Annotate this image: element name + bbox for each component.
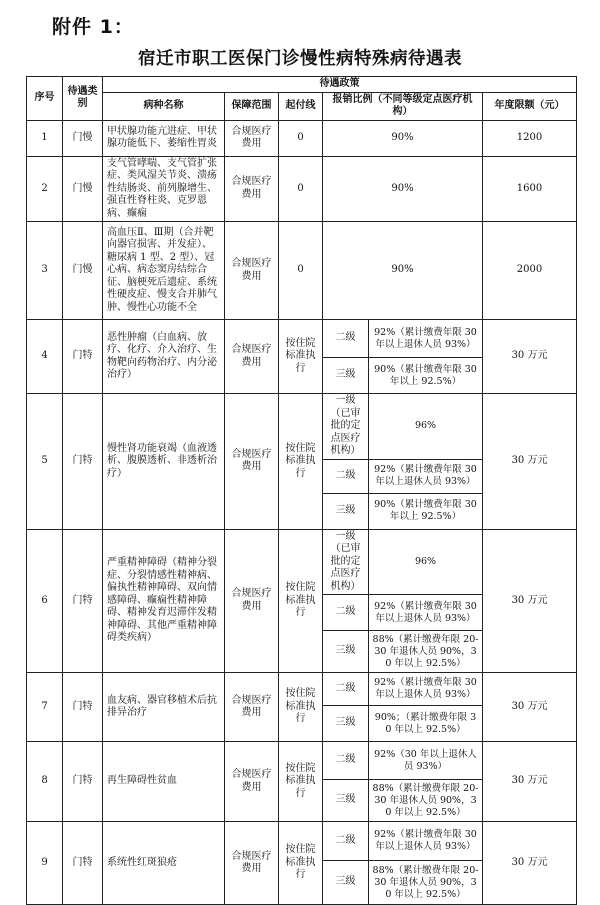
row-disease: 再生障碍性贫血 (103, 742, 225, 822)
row-scope: 合规医疗费用 (225, 120, 279, 156)
row-scope: 合规医疗费用 (225, 742, 279, 822)
row-annual-limit: 30 万元 (483, 822, 577, 905)
row-level: 二级 (323, 673, 369, 706)
row-ratio: 90%（累计缴费年限 30 年以上 92.5%） (369, 358, 483, 394)
table-row (27, 120, 577, 156)
row-number: 2 (27, 156, 63, 222)
row-ratio: 90% (323, 120, 483, 156)
row-annual-limit: 2000 (483, 222, 577, 320)
row-ratio: 90%；（累计缴费年限 30 年以上 92.5%） (369, 706, 483, 742)
row-category: 门慢 (63, 120, 103, 156)
row-annual-limit: 30 万元 (483, 529, 577, 673)
row-disease: 恶性肿瘤（白血病、放疗、化疗、介入治疗、生物靶向药物治疗、内分泌治疗） (103, 320, 225, 394)
table-row (27, 320, 577, 358)
table-row (27, 742, 577, 780)
row-ratio: 90% (323, 222, 483, 320)
row-category: 门特 (63, 529, 103, 673)
row-category: 门特 (63, 394, 103, 530)
row-level: 三级 (323, 706, 369, 742)
row-threshold: 按住院标准执行 (279, 320, 323, 394)
row-disease: 支气管哮喘、支气管扩张症、类风湿关节炎、溃疡性结肠炎、前列腺增生、强直性脊柱炎、克罗恩病、癫痫 (103, 156, 225, 222)
row-threshold: 按住院标准执行 (279, 822, 323, 905)
row-level: 二级 (323, 459, 369, 493)
header-policy: 待遇政策 (103, 77, 577, 93)
row-number: 4 (27, 320, 63, 394)
row-annual-limit: 30 万元 (483, 320, 577, 394)
row-level: 三级 (323, 780, 369, 822)
attachment-label: 附件 1： (52, 16, 134, 38)
row-category: 门慢 (63, 222, 103, 320)
table-row (27, 394, 577, 460)
row-category: 门慢 (63, 156, 103, 222)
table-row (27, 822, 577, 861)
row-ratio: 88%（累计缴费年限 20-30 年退休人员 90%，30 年以上 92.5%） (369, 780, 483, 822)
row-ratio: 92%（30 年以上退休人员 93%） (369, 742, 483, 780)
row-level: 二级 (323, 822, 369, 861)
row-disease: 血友病、器官移植术后抗排异治疗 (103, 673, 225, 742)
table-row (27, 529, 577, 595)
row-threshold: 按住院标准执行 (279, 673, 323, 742)
row-annual-limit: 30 万元 (483, 673, 577, 742)
row-level: 三级 (323, 358, 369, 394)
table-row (27, 222, 577, 320)
row-ratio: 88%（累计缴费年限 20-30 年退休人员 90%，30 年以上 92.5%） (369, 861, 483, 905)
row-scope: 合规医疗费用 (225, 529, 279, 673)
benefits-table (26, 76, 577, 905)
header-threshold: 起付线 (279, 92, 323, 120)
table-row (27, 673, 577, 706)
row-level: 二级 (323, 320, 369, 358)
row-ratio: 88%（累计缴费年限 20-30 年退休人员 90%，30 年以上 92.5%） (369, 631, 483, 673)
row-scope: 合规医疗费用 (225, 156, 279, 222)
row-level: 一级（已审批的定点医疗机构） (323, 394, 369, 460)
row-scope: 合规医疗费用 (225, 822, 279, 905)
row-number: 9 (27, 822, 63, 905)
row-threshold: 0 (279, 222, 323, 320)
header-scope: 保障范围 (225, 92, 279, 120)
header-no: 序号 (27, 77, 63, 121)
row-category: 门特 (63, 320, 103, 394)
row-threshold: 按住院标准执行 (279, 529, 323, 673)
row-ratio: 96% (369, 529, 483, 595)
row-ratio: 90%（累计缴费年限 30 年以上 92.5%） (369, 493, 483, 529)
row-number: 1 (27, 120, 63, 156)
table-body (27, 120, 577, 905)
header-disease: 病种名称 (103, 92, 225, 120)
row-number: 6 (27, 529, 63, 673)
row-scope: 合规医疗费用 (225, 673, 279, 742)
row-ratio: 92%（累计缴费年限 30 年以上退休人员 93%） (369, 459, 483, 493)
row-disease: 严重精神障碍（精神分裂症、分裂情感性精神病、偏执性精神障碍、双向情感障碍、癫痫性精神障碍、精神发育迟滞伴发精神障碍、其他严重精神障碍类疾病） (103, 529, 225, 673)
row-level: 二级 (323, 595, 369, 631)
row-ratio: 92%（累计缴费年限 30 年以上退休人员 93%） (369, 320, 483, 358)
row-ratio: 92%（累计缴费年限 30 年以上退休人员 93%） (369, 673, 483, 706)
row-threshold: 按住院标准执行 (279, 394, 323, 530)
row-ratio: 90% (323, 156, 483, 222)
row-disease: 高血压Ⅱ、Ⅲ期（合并靶向器官损害、并发症）、糖尿病 1 型、2 型）、冠心病、病态窦房结综合征、脑梗死后遗症、系统性硬皮症、慢支合并肺气肿、慢性心功能不全 (103, 222, 225, 320)
row-number: 3 (27, 222, 63, 320)
row-category: 门特 (63, 673, 103, 742)
row-disease: 甲状腺功能亢进症、甲状腺功能低下、萎缩性胃炎 (103, 120, 225, 156)
row-threshold: 按住院标准执行 (279, 742, 323, 822)
row-number: 5 (27, 394, 63, 530)
row-disease: 慢性肾功能衰竭（血液透析、腹膜透析、非透析治疗） (103, 394, 225, 530)
row-annual-limit: 1600 (483, 156, 577, 222)
row-level: 三级 (323, 631, 369, 673)
page-title: 宿迁市职工医保门诊慢性病特殊病待遇表 (138, 49, 462, 69)
row-threshold: 0 (279, 156, 323, 222)
row-annual-limit: 30 万元 (483, 742, 577, 822)
header-category: 待遇类别 (63, 77, 103, 121)
row-ratio: 96% (369, 394, 483, 460)
row-annual-limit: 1200 (483, 120, 577, 156)
row-annual-limit: 30 万元 (483, 394, 577, 530)
row-number: 8 (27, 742, 63, 822)
row-ratio: 92%（累计缴费年限 30 年以上退休人员 93%） (369, 822, 483, 861)
row-scope: 合规医疗费用 (225, 320, 279, 394)
row-level: 一级（已审批的定点医疗机构） (323, 529, 369, 595)
row-level: 二级 (323, 742, 369, 780)
row-threshold: 0 (279, 120, 323, 156)
row-disease: 系统性红斑狼疮 (103, 822, 225, 905)
header-ratio: 报销比例（不同等级定点医疗机构） (323, 92, 483, 120)
table-row (27, 156, 577, 222)
row-level: 三级 (323, 861, 369, 905)
row-scope: 合规医疗费用 (225, 394, 279, 530)
row-level: 三级 (323, 493, 369, 529)
row-number: 7 (27, 673, 63, 742)
row-ratio: 92%（累计缴费年限 30 年以上退休人员 93%） (369, 595, 483, 631)
header-annual-limit: 年度限额（元） (483, 92, 577, 120)
row-scope: 合规医疗费用 (225, 222, 279, 320)
row-category: 门特 (63, 822, 103, 905)
row-category: 门特 (63, 742, 103, 822)
